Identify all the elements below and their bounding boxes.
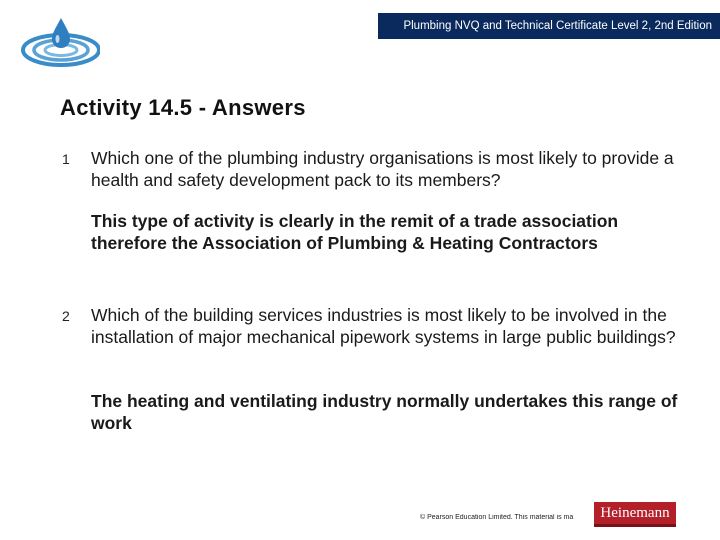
header-title: Plumbing NVQ and Technical Certificate Level 2, 2nd Edition xyxy=(403,20,712,32)
publisher-logo-text: Heinemann xyxy=(600,504,670,521)
question-1-number: 1 xyxy=(62,151,70,167)
question-2-number: 2 xyxy=(62,308,70,324)
question-1-text: Which one of the plumbing industry organisations is most likely to provide a health and safety development pack to its members? xyxy=(91,148,674,190)
copyright-notice: © Pearson Education Limited. This material is ma xyxy=(420,514,574,521)
publisher-logo xyxy=(594,502,676,527)
header-bar xyxy=(378,13,720,39)
question-2-text: Which of the building services industries is most likely to be involved in the installation of major mechanical pipework systems in large public buildings? xyxy=(91,305,676,347)
answer-1-text: This type of activity is clearly in the remit of a trade association therefore the Association of Plumbing & Heating Contractors xyxy=(91,211,619,253)
slide-title: Activity 14.5 - Answers xyxy=(60,95,306,120)
answer-2-text: The heating and ventilating industry normally undertakes this range of work xyxy=(91,391,678,433)
water-drop-logo-icon xyxy=(14,14,100,70)
